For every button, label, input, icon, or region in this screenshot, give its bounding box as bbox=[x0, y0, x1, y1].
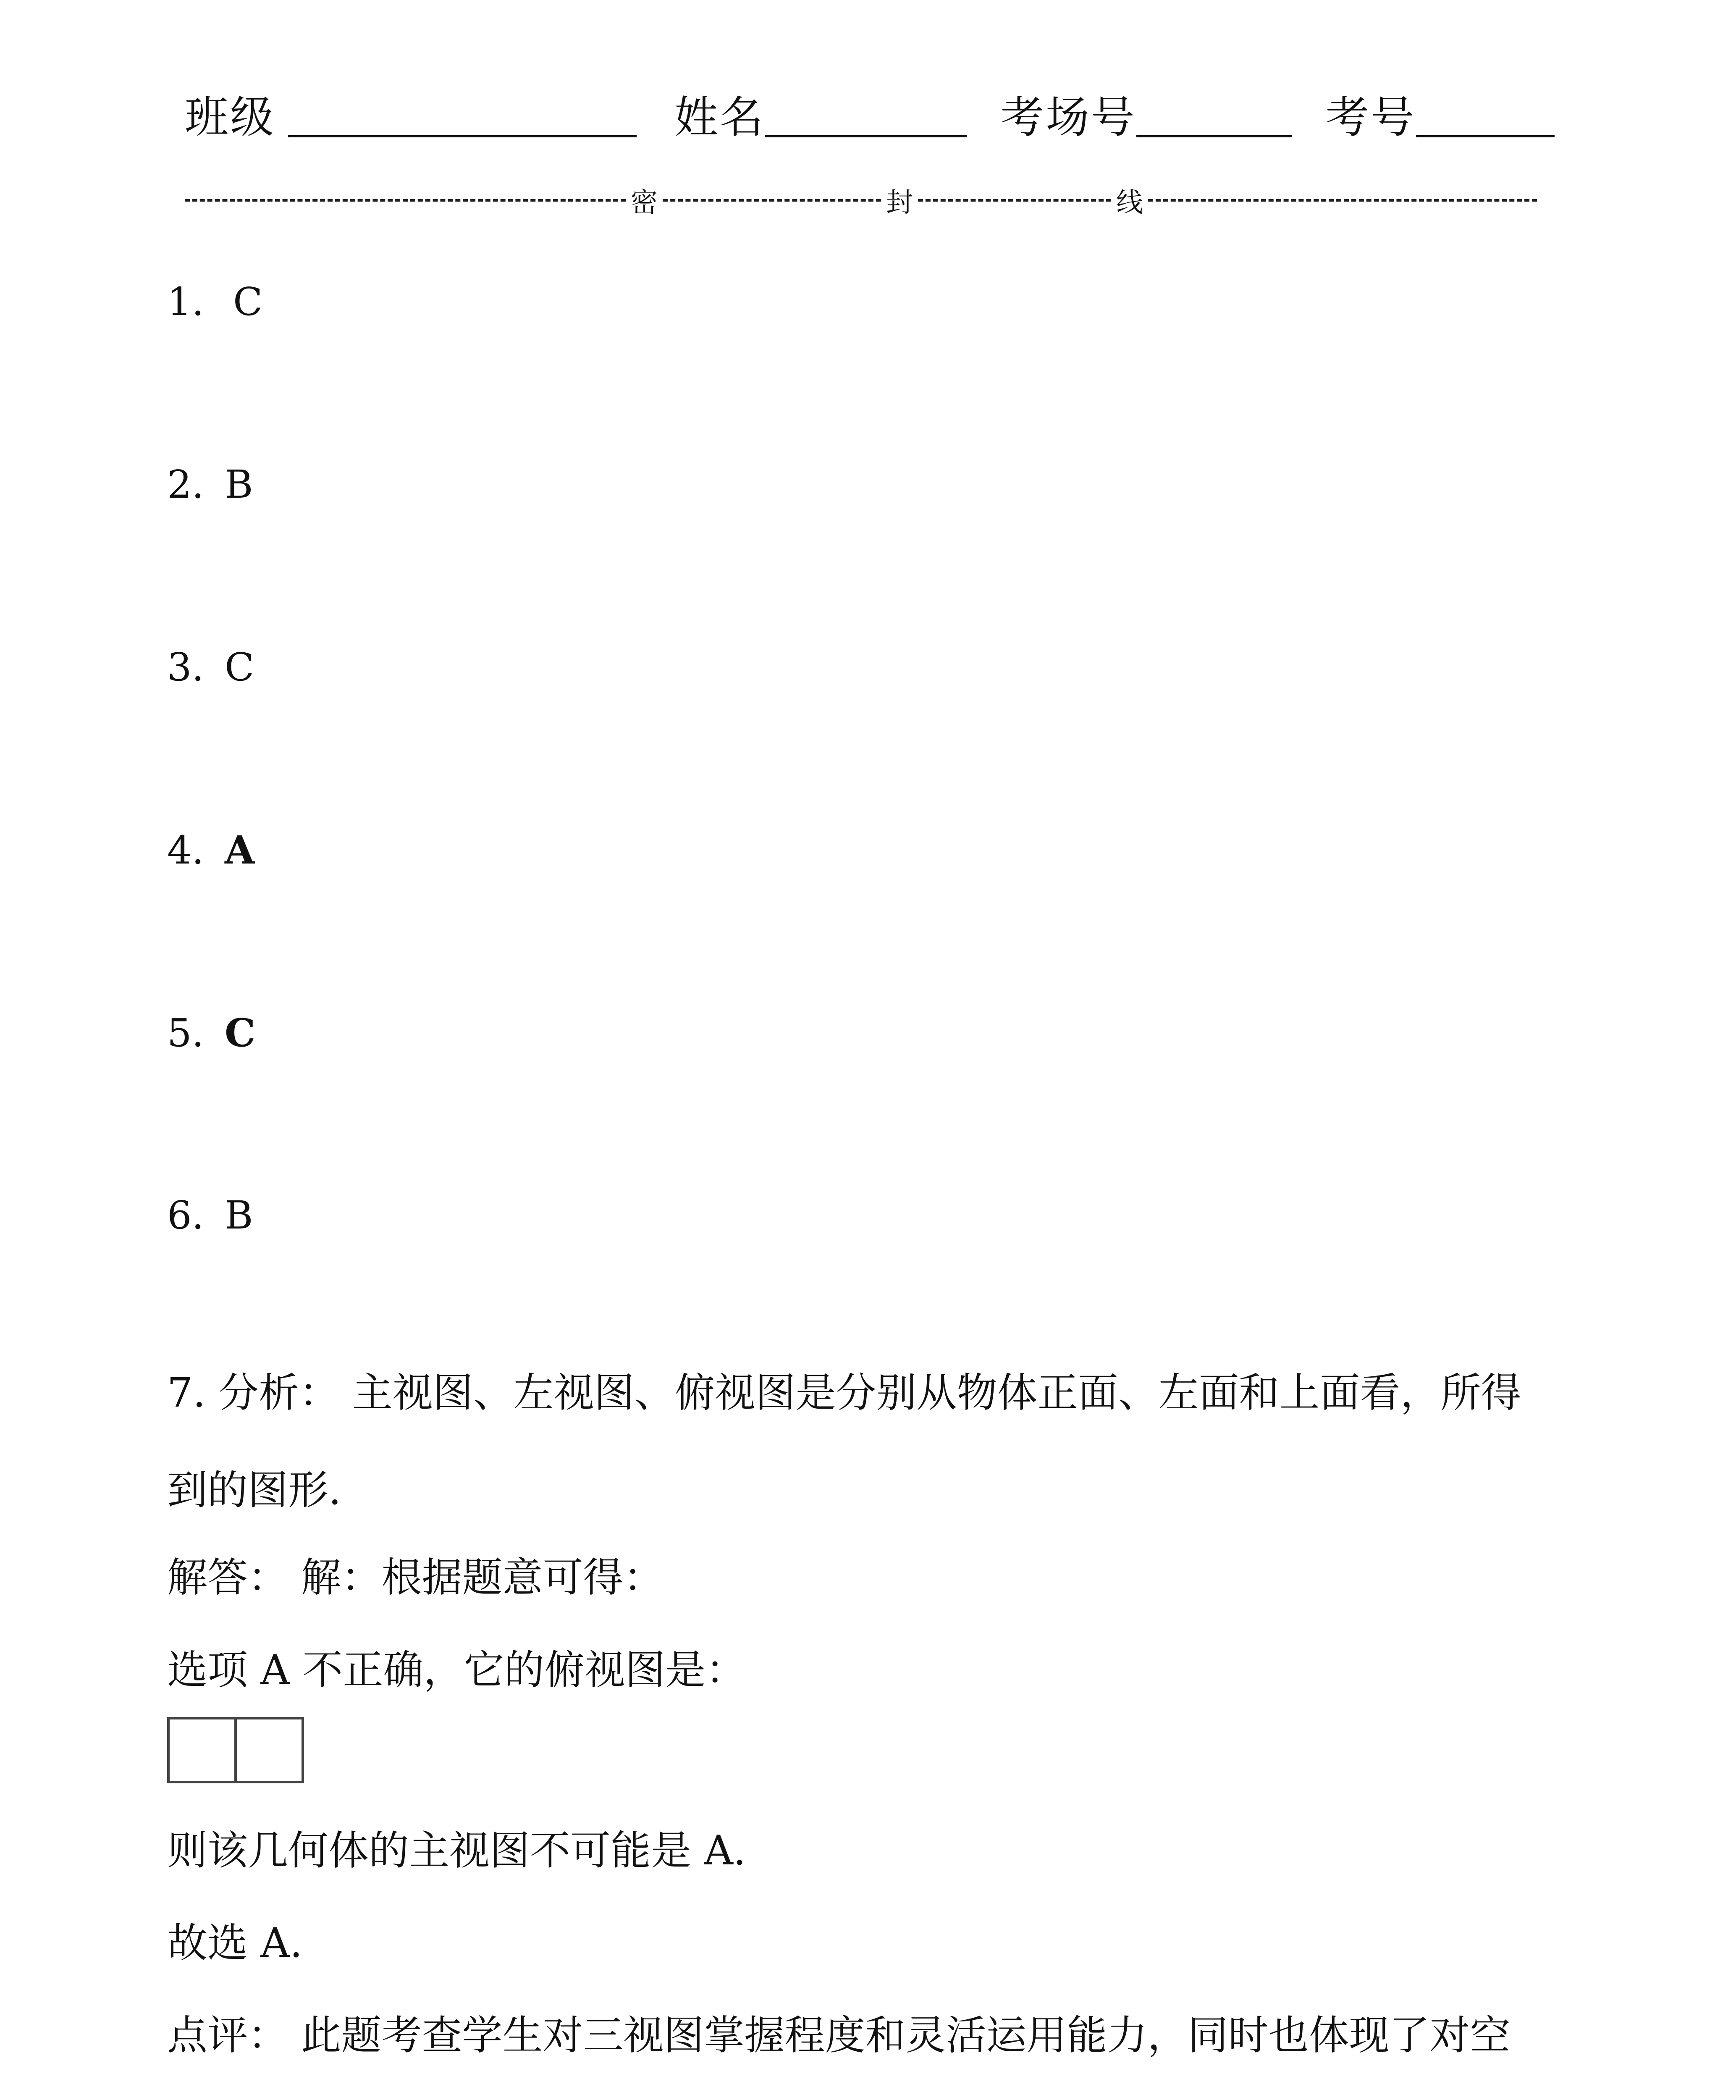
answer-letter: B bbox=[225, 462, 253, 507]
answer-item bbox=[167, 1193, 253, 1238]
answer-letter: C bbox=[225, 645, 254, 690]
answer-number: 6. bbox=[167, 1193, 204, 1238]
seal-char-mi: 密 bbox=[631, 187, 658, 218]
answer-number: 5. bbox=[167, 1011, 204, 1055]
answer-letter: B bbox=[225, 1193, 253, 1238]
answer-item bbox=[167, 827, 254, 873]
seal-char-feng: 封 bbox=[886, 187, 913, 218]
room-blank bbox=[1136, 132, 1292, 137]
answer-number: 1. bbox=[167, 279, 204, 324]
class-blank bbox=[288, 132, 637, 137]
top-view-figure bbox=[167, 1717, 302, 1783]
q7-choice: 故选 A. bbox=[167, 1919, 303, 1966]
seal-dash bbox=[663, 199, 881, 202]
answer-letter: C bbox=[233, 279, 263, 324]
exam-info-header bbox=[185, 82, 1562, 145]
seal-dash bbox=[918, 199, 1111, 202]
answer-item bbox=[167, 1010, 255, 1055]
class-label: 班级 bbox=[185, 92, 276, 143]
q7-analysis-line1: 7. 分析： 主视图、左视图、俯视图是分别从物体正面、左面和上面看，所得 bbox=[167, 1369, 1521, 1416]
seal-char-xian: 线 bbox=[1116, 187, 1143, 218]
q7-comment-line2 bbox=[167, 2081, 1578, 2100]
answer-number: 2. bbox=[167, 462, 204, 507]
answer-letter: C bbox=[225, 1010, 256, 1055]
q7-solution: 解答： 解：根据题意可得： bbox=[167, 1554, 664, 1601]
answer-item bbox=[167, 279, 262, 324]
exam-number-label: 考号 bbox=[1325, 92, 1416, 143]
q7-conclusion: 则该几何体的主视图不可能是 A. bbox=[167, 1827, 746, 1874]
name-blank bbox=[765, 132, 967, 137]
figure-square bbox=[167, 1717, 237, 1783]
room-label: 考场号 bbox=[1000, 92, 1137, 143]
answer-number: 4. bbox=[167, 828, 204, 873]
answer-number: 3. bbox=[167, 645, 204, 690]
q7-comment-line1: 点评： 此题考查学生对三视图掌握程度和灵活运用能力，同时也体现了对空 bbox=[167, 2012, 1510, 2059]
q7-analysis-line2: 到的图形. bbox=[167, 1467, 341, 1514]
answer-letter: A bbox=[225, 827, 255, 873]
q7-option-a: 选项 A 不正确，它的俯视图是： bbox=[167, 1646, 746, 1693]
figure-square bbox=[234, 1717, 304, 1783]
seal-dash bbox=[185, 199, 626, 202]
exam-number-blank bbox=[1416, 132, 1555, 137]
seal-dash bbox=[1148, 199, 1537, 202]
answer-item bbox=[167, 645, 254, 690]
name-label: 姓名 bbox=[674, 92, 766, 143]
seal-line bbox=[185, 181, 1537, 219]
answer-item bbox=[167, 462, 253, 507]
